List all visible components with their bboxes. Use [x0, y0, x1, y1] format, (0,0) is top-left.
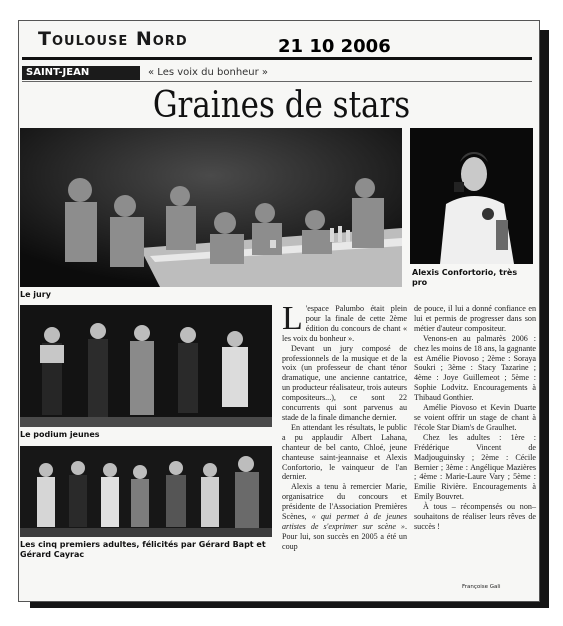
- col1-p4-quote: « qui permet à de jeunes artistes de s'exprimer sur scène »: [282, 512, 407, 531]
- photo-adultes: [20, 446, 272, 537]
- caption-podium-jeunes: Le podium jeunes: [20, 430, 100, 439]
- caption-jury: Le jury: [20, 290, 51, 299]
- header-rule: [22, 57, 532, 60]
- publication-date: 21 10 2006: [278, 36, 391, 57]
- newspaper-name: Toulouse Nord: [38, 28, 188, 50]
- photo-podium-jeunes: [20, 305, 272, 427]
- section-rule: [22, 81, 532, 82]
- col2-paragraph-4: Chez les adultes : 1ère : Frédérique Vincent de Madjouguinsky ; 2ème : Cécile Bernier ; 3ème : Angélique Mazières ; 4ème : Marie-Laure Vary ; 5ème : Emilie Rivière. Encouragements à Emily Bouvret.: [414, 432, 536, 502]
- col1-p4-text-a: Alexis a tenu à remercier Marie, organisatrice du concours et présidente de l'Association Premières Scènes,: [282, 482, 407, 522]
- col1-paragraph-1: 'espace Palumbo était plein pour la finale de cette 2ème édition du concours de chant « les voix du bonheur ».: [282, 304, 407, 343]
- col1-paragraph-3: En attendant les résultats, le public a pu applaudir Albert Lahana, chanteur de bel canto, Chloé, jeune chanteuse saint-jeannaise et Alexis Confortorio, le vainqueur de l'an dernier.: [282, 422, 407, 482]
- col2-paragraph-2: Venons-en au palmarès 2006 : chez les moins de 18 ans, la gagnante est Amélie Piovoso ; 2ème : Soraya Soukri ; 3ème : Stacy Tazarine ; 4ème : Joye Guillemeot ; 5ème : Sophie Lodvitz. Encouragements à Thibaud Gonthier.: [414, 333, 536, 403]
- author-signature: Françoise Gali: [462, 584, 501, 590]
- article-column-1: [282, 300, 407, 552]
- col1-paragraph-2: Devant un jury composé de professionnels de la musique et de la voix (un professeur de chant ténor dramatique, une ancienne cantatrice, un producteur réalisateur, trois auteurs compositeurs...), ce sont 22 concurrents qui sont parvenus au stade de la finale dimanche dernier.: [282, 343, 407, 422]
- photo-jury: [20, 128, 402, 287]
- caption-alexis: Alexis Confortorio, très pro: [412, 268, 518, 287]
- col2-paragraph-1: de pouce, il lui a donné confiance en lui et permis de progresser dans son métier d'auteur compositeur.: [414, 304, 536, 333]
- col1-paragraph-4: [282, 482, 407, 551]
- photo-alexis: [410, 128, 533, 264]
- section-tag: SAINT-JEAN: [22, 66, 140, 80]
- article-column-2: [414, 304, 536, 532]
- article-headline: Graines de stars: [152, 85, 411, 126]
- col2-paragraph-5: À tous – récompensés ou non– souhaitons de réaliser leurs rêves de succès !: [414, 502, 536, 531]
- col1-p4-text-b: . Pour lui, son succès en 2005 a été un coup: [282, 521, 407, 551]
- col2-paragraph-3: Amélie Piovoso et Kevin Duarte se voient offrir un stage de chant à l'école Star Diam's de Graulhet.: [414, 403, 536, 432]
- caption-adultes: Les cinq premiers adultes, félicités par Gérard Bapt et Gérard Cayrac: [20, 540, 266, 559]
- dropcap: L: [282, 300, 303, 337]
- section-subtitle: « Les voix du bonheur »: [148, 67, 269, 78]
